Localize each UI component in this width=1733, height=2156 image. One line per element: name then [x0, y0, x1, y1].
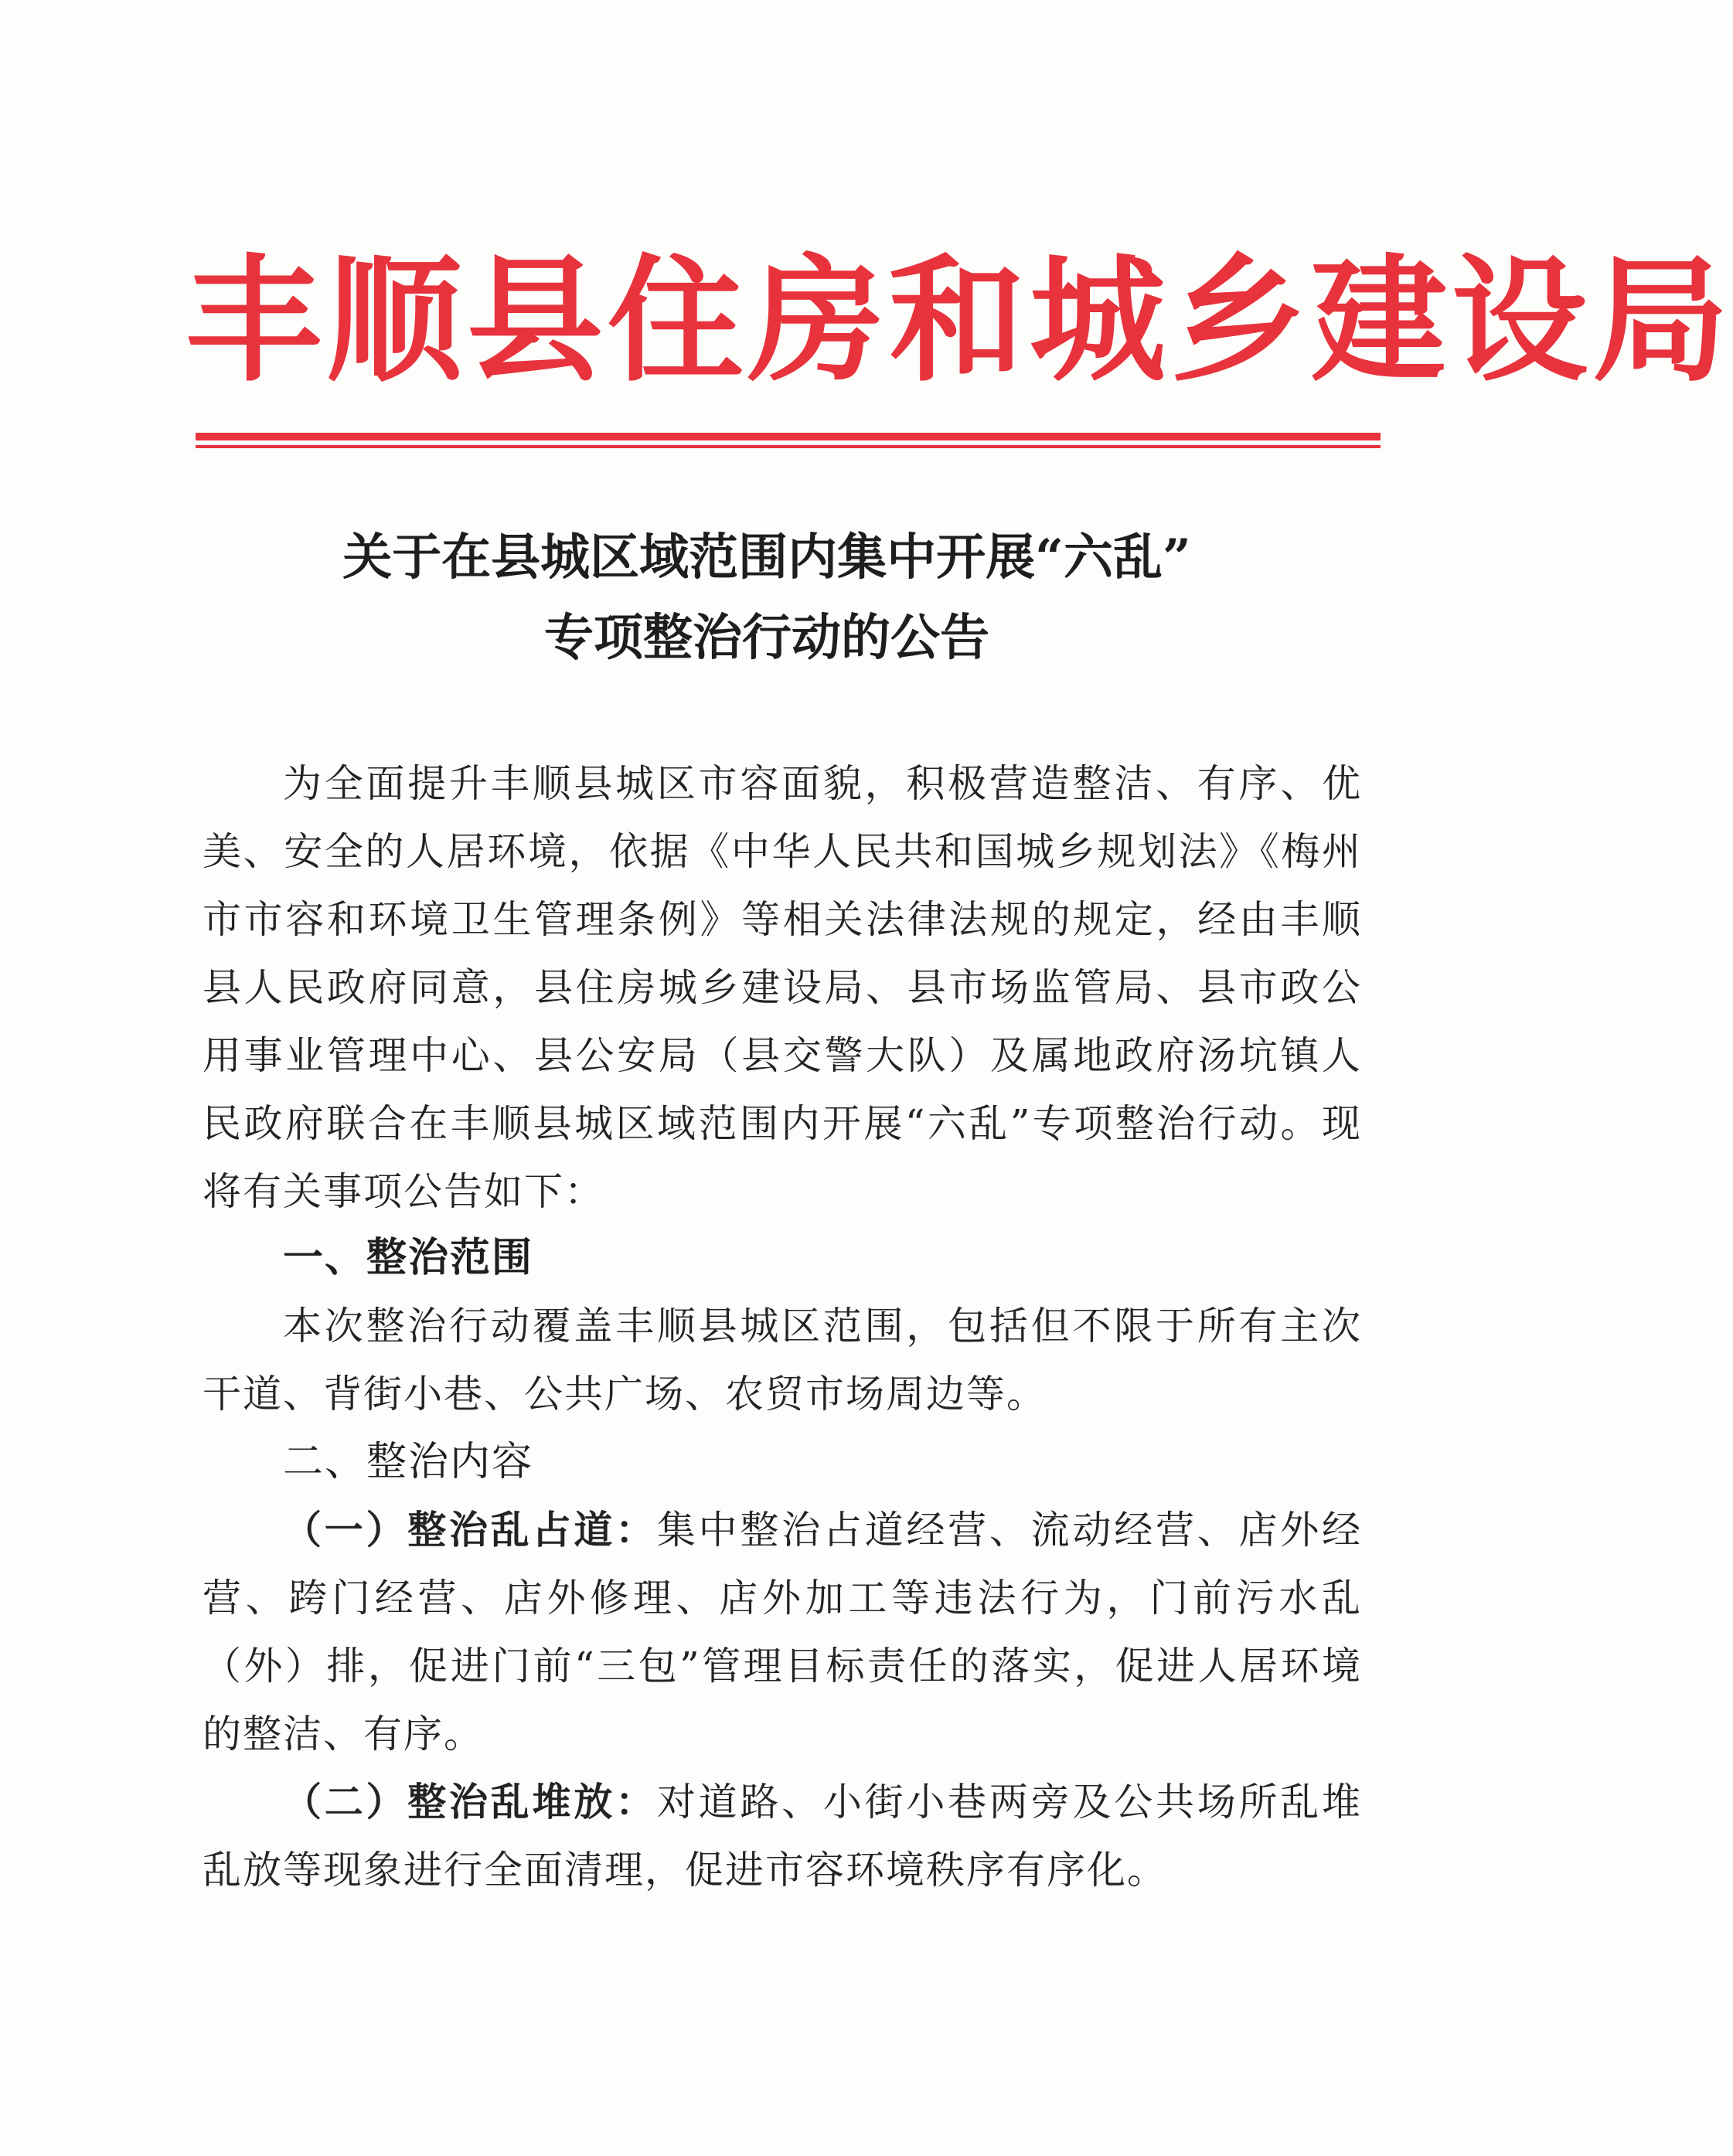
document-title-line-1: 关于在县城区域范围内集中开展“六乱” [342, 529, 1191, 587]
section-2-item-1-lead: （一）整治乱占道： [283, 1507, 657, 1552]
section-2-heading: 二、整治内容 [283, 1439, 534, 1485]
section-1-paragraph: 本次整治行动覆盖丰顺县城区范围，包括但不限于所有主次干道、背街小巷、公共广场、农贸市场周边等。 [203, 1304, 1362, 1416]
section-2-item-2 [203, 1768, 1362, 1904]
section-2-item-2-text: 对道路、小街小巷两旁及公共场所乱堆乱放等现象进行全面清理，促进市容环境秩序有序化。 [203, 1780, 1363, 1892]
section-2-item-2-lead: （二）整治乱堆放： [283, 1779, 657, 1824]
section-2-item-1-text: 集中整治占道经营、流动经营、店外经营、跨门经营、店外修理、店外加工等违法行为，门前污水乱（外）排，促进门前“三包”管理目标责任的落实，促进人居环境的整洁、有序。 [203, 1508, 1363, 1756]
section-2-item-1 [203, 1496, 1362, 1768]
letterhead-red-rule-thick [196, 433, 1381, 440]
intro-paragraph: 为全面提升丰顺县城区市容面貌，积极营造整洁、有序、优美、安全的人居环境，依据《中华人民共和国城乡规划法》《梅州市市容和环境卫生管理条例》等相关法律法规的规定，经由丰顺县人民政府同意，县住房城乡建设局、县市场监管局、县市政公用事业管理中心、县公安局（县交警大队）及属地政府汤坑镇人民政府联合在丰顺县城区域范围内开展“六乱”专项整治行动。现将有关事项公告如下： [203, 761, 1362, 1214]
section-1-heading: 一、整治范围 [283, 1235, 534, 1281]
letterhead-org-name: 丰顺县住房和城乡建设局 [186, 240, 1733, 400]
document-title-line-2: 专项整治行动的公告 [544, 609, 989, 667]
letterhead-red-rule-thin [196, 445, 1381, 448]
